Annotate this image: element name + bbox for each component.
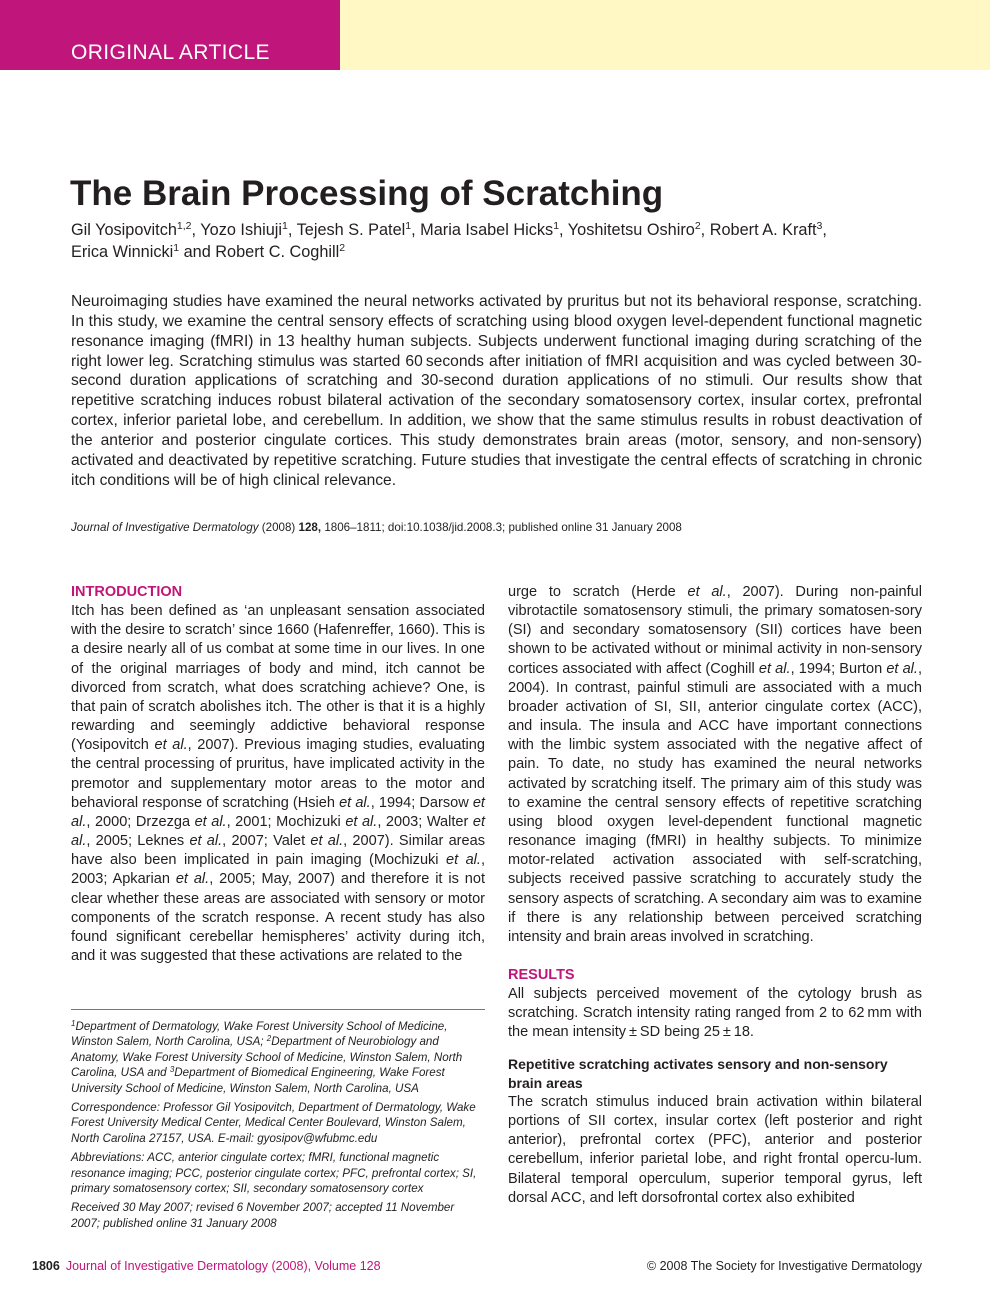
citation-journal: Journal of Investigative Dermatology bbox=[71, 521, 259, 534]
author-affiliation-mark: 2 bbox=[339, 242, 346, 254]
author-name: Maria Isabel Hicks bbox=[420, 221, 554, 239]
citation-year: (2008) bbox=[261, 521, 296, 534]
author-name: Erica Winnicki bbox=[71, 243, 174, 261]
results-heading: RESULTS bbox=[508, 966, 575, 983]
author-affiliation-mark: 1,2 bbox=[176, 220, 192, 232]
author-name: Gil Yosipovitch bbox=[71, 221, 177, 239]
article-type-label: ORIGINAL ARTICLE bbox=[71, 41, 270, 64]
results-text: All subjects perceived movement of the cytology brush as scratching. Scratch intensity rating ranged from 2 to 62 mm with the mean intensity ± SD being 25 ± 18. bbox=[508, 986, 922, 1041]
author-affiliation-mark: 3 bbox=[816, 220, 823, 232]
results-subtext: The scratch stimulus induced brain activation within bilateral portions of SII cortex, insular cortex (left posterior and right anterior), prefrontal cortex (PFC), anterior and posterior cerebellum, inferior parietal lobe, and right frontal opercu-lum. Bilateral temporal operculum, superior temporal gyrus, left dorsal ACC, and left dorsofrontal cortex also exhibited bbox=[508, 1093, 922, 1206]
right-column bbox=[508, 583, 922, 1208]
footer-copyright: © 2008 The Society for Investigative Dermatology bbox=[646, 1259, 922, 1273]
page-number: 1806 bbox=[32, 1259, 60, 1273]
left-column bbox=[71, 583, 485, 966]
citation-pages-doi: 1806–1811; doi:10.1038/jid.2008.3; published online 31 January 2008 bbox=[321, 521, 682, 534]
author-affiliation-mark: 1 bbox=[405, 220, 412, 232]
author-name: Tejesh S. Patel bbox=[296, 221, 406, 239]
affiliation-number: 3 bbox=[169, 1065, 175, 1075]
introduction-text-part1: Itch has been defined as ‘an unpleasant sensation associated with the desire to scratch’ since 1660 (Hafenreffer, 1660). This is a desire nearly all of us combat at some time in our lives. In one of the original marriages of body and mind, itch cannot be divorced from scratch, what does scratching achieve? One, is that pain of scratch abolishes itch. The other is that it is a highly rewarding and seemingly addictive behavioral response (Yosipovitch et al., 2007). Previous imaging studies, evaluating the central processing of pruritus, have implicated activity in the premotor and supplementary motor areas to the motor and behavioral response of scratching (Hsieh et al., 1994; Darsow et al., 2000; Drzezga et al., 2001; Mochizuki et al., 2003; Walter et al., 2005; Leknes et al., 2007; Valet et al., 2007). Similar areas have also been implicated in pain imaging (Mochizuki et al., 2003; Apkarian et al., 2005; May, 2007) and therefore it is not clear whether these areas are associated with sensory or motor components of the scratch response. A recent study has also found significant cerebellar hemispheres’ activity during itch, and it was suggested that these activations are related to the bbox=[71, 603, 485, 964]
page-footer-left bbox=[32, 1257, 381, 1275]
header-banner-yellow bbox=[340, 0, 990, 70]
citation-line bbox=[71, 520, 923, 536]
footer-journal: Journal of Investigative Dermatology (2008), Volume 128 bbox=[65, 1259, 381, 1273]
article-title: The Brain Processing of Scratching bbox=[70, 174, 664, 213]
introduction-heading: INTRODUCTION bbox=[71, 584, 183, 600]
author-name: Robert A. Kraft bbox=[709, 221, 817, 239]
footnote-abbreviations: Abbreviations: ACC, anterior cingulate cortex; fMRI, functional magnetic resonance imaging; PCC, posterior cingulate cortex; PFC, prefrontal cortex; SI, primary somatosensory cortex; SII, secondary somatosensory cortex bbox=[71, 1151, 477, 1196]
author-name: Yozo Ishiuji bbox=[200, 221, 283, 239]
author-name: Robert C. Coghill bbox=[215, 243, 340, 261]
footnote-dates: Received 30 May 2007; revised 6 November 2007; accepted 11 November 2007; published online 31 January 2008 bbox=[71, 1201, 455, 1230]
author-affiliation-mark: 1 bbox=[173, 242, 180, 254]
footnote-divider bbox=[71, 1009, 485, 1010]
author-name: Yoshitetsu Oshiro bbox=[567, 221, 695, 239]
author-affiliation-mark: 1 bbox=[282, 220, 288, 232]
affiliation-number: 2 bbox=[266, 1034, 272, 1044]
author-list: Gil Yosipovitch$^{1,2}$, Yozo Ishiuji$^1$, Tejesh S. Patel$^1$, Maria Isabel Hicks$^1$, Yoshitetsu Oshiro$^2$, Robert A. Kraft$^3$, Erica Winnicki$^1$ and Robert C. Coghill$^2$ bbox=[71, 220, 827, 261]
author-affiliation-mark: 1 bbox=[553, 220, 560, 232]
abstract: Neuroimaging studies have examined the neural networks activated by pruritus but not its behavioral response, scratching. In this study, we examine the central sensory effects of scratching using blood oxygen level-dependent functional magnetic resonance imaging (fMRI) in 13 healthy human subjects. Subjects underwent functional imaging during scratching of the right lower leg. Scratching stimulus was started 60 seconds after initiation of fMRI acquisition and was cycled between 30-second duration applications of scratching and 30-second duration applications of no stimuli. Our results show that repetitive scratching induces robust bilateral activation of the secondary somatosensory cortex, insular cortex, prefrontal cortex, inferior parietal lobe, and cerebellum. In addition, we show that the same stimulus results in robust deactivation of the anterior and posterior cingulate cortices. This study demonstrates brain areas (motor, sensory, and non-sensory) activated and deactivated by repetitive scratching. Future studies that investigate the central effects of scratching in chronic itch conditions will be of high clinical relevance. bbox=[71, 293, 922, 489]
footnote-correspondence: Correspondence: Professor Gil Yosipovitch, Department of Dermatology, Wake Forest University Medical Center, Medical Center Boulevard, Winston Salem, North Carolina 27157, USA. E-mail: gyosipov@wfubmc.edu bbox=[71, 1101, 476, 1145]
footnotes bbox=[71, 1019, 485, 1235]
author-affiliation-mark: 2 bbox=[694, 220, 701, 232]
affiliation-number: 1 bbox=[71, 1019, 76, 1028]
introduction-text-part2: urge to scratch (Herde et al., 2007). During non-painful vibrotactile somatosensory stimuli, the primary somatosen-sory (SI) and secondary somatosensory (SII) cortices have been shown to be activated without or minimal activity in non-sensory cortices associated with affect (Coghill et al., 1994; Burton et al., 2004). In contrast, painful stimuli are associated with a much broader activation of SI, SII, anterior cingulate cortex (ACC), and insula. The insula and ACC have important connections with the limbic system associated with the negative affect of pain. To date, no study has examined the neural networks activated by scratching itself. The primary aim of this study was to examine the central sensory effects of repetitive scratching using blood oxygen level-dependent functional magnetic resonance imaging (fMRI) in healthy subjects. To minimize motor-related activation associated with self-scratching, subjects received passive scratching to accurately study the sensory aspects of scratching. A secondary aim was to examine if there is any relationship between perceived scratching intensity and brain areas involved in scratching. bbox=[508, 584, 923, 945]
footnote-affiliations: $^1$Department of Dermatology, Wake Forest University School of Medicine, Winston Salem, North Carolina, USA; $^2$Department of Neurobiology and Anatomy, Wake Forest University School of Medicine, Winston Salem, North Carolina, USA and $^3$Department of Biomedical Engineering, Wake Forest University School of Medicine, Winston Salem, North Carolina, USA bbox=[71, 1019, 463, 1095]
results-subheading: Repetitive scratching activates sensory and non-sensory brain areas bbox=[508, 1055, 888, 1091]
citation-volume: 128, bbox=[298, 521, 322, 534]
